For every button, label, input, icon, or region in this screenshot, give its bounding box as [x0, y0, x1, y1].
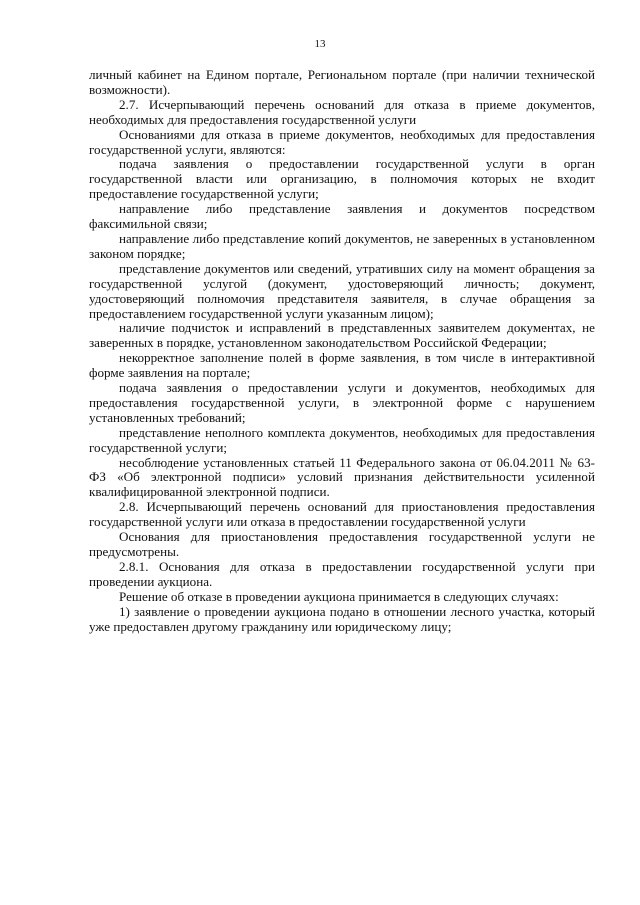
list-item: подача заявления о предоставлении государственной услуги в орган государственной власти или организацию, в полномочия которых не входит предоставление государственной услуги;: [89, 156, 595, 202]
page-number: 13: [314, 38, 326, 50]
paragraph: Основаниями для отказа в приеме документов, необходимых для предоставления государственной услуги, являются:: [89, 126, 595, 157]
section-heading-2-8: 2.8. Исчерпывающий перечень оснований для приостановления предоставления государственной услуги или отказа в предоставлении государственной услуги: [89, 499, 595, 530]
paragraph: личный кабинет на Едином портале, Региональном портале (при наличии технической возможности).: [89, 67, 595, 97]
list-item: направление либо представление заявления и документов посредством факсимильной связи;: [89, 201, 595, 232]
list-item: некорректное заполнение полей в форме заявления, в том числе в интерактивной форме заявления на портале;: [89, 350, 595, 381]
section-heading-2-7: 2.7. Исчерпывающий перечень оснований для отказа в приеме документов, необходимых для предоставления государственной услуги: [89, 96, 595, 127]
list-item: представление документов или сведений, утративших силу на момент обращения за государственной услугой (документ, удостоверяющий личность; документ, удостоверяющий полномочия представителя заявителя, в случае обращения за предоставлением государственной услуги указанным лицом);: [89, 260, 595, 321]
document-body: [89, 68, 595, 634]
paragraph: Основания для приостановления предоставления государственной услуги не предусмотрены.: [89, 529, 595, 559]
section-heading-2-8-1: 2.8.1. Основания для отказа в предоставлении государственной услуги при проведении аукциона.: [89, 558, 595, 589]
list-item: направление либо представление копий документов, не заверенных в установленном законом порядке;: [89, 230, 595, 261]
list-item: представление неполного комплекта документов, необходимых для предоставления государственной услуги;: [89, 424, 595, 455]
list-item: подача заявления о предоставлении услуги и документов, необходимых для предоставления государственной услуги, в электронной форме с нарушением установленных требований;: [89, 380, 595, 425]
paragraph: Решение об отказе в проведении аукциона принимается в следующих случаях:: [119, 588, 559, 604]
list-item: наличие подчисток и исправлений в представленных заявителем документах, не заверенных в порядке, установленном законодательством Российской Федерации;: [89, 320, 595, 351]
list-item: 1) заявление о проведении аукциона подано в отношении лесного участка, который уже предоставлен другому гражданину или юридическому лицу;: [89, 603, 595, 634]
list-item: несоблюдение установленных статьей 11 Федерального закона от 06.04.2011 № 63-ФЗ «Об электронной подписи» условий признания действительности усиленной квалифицированной электронной подписи.: [89, 454, 595, 500]
